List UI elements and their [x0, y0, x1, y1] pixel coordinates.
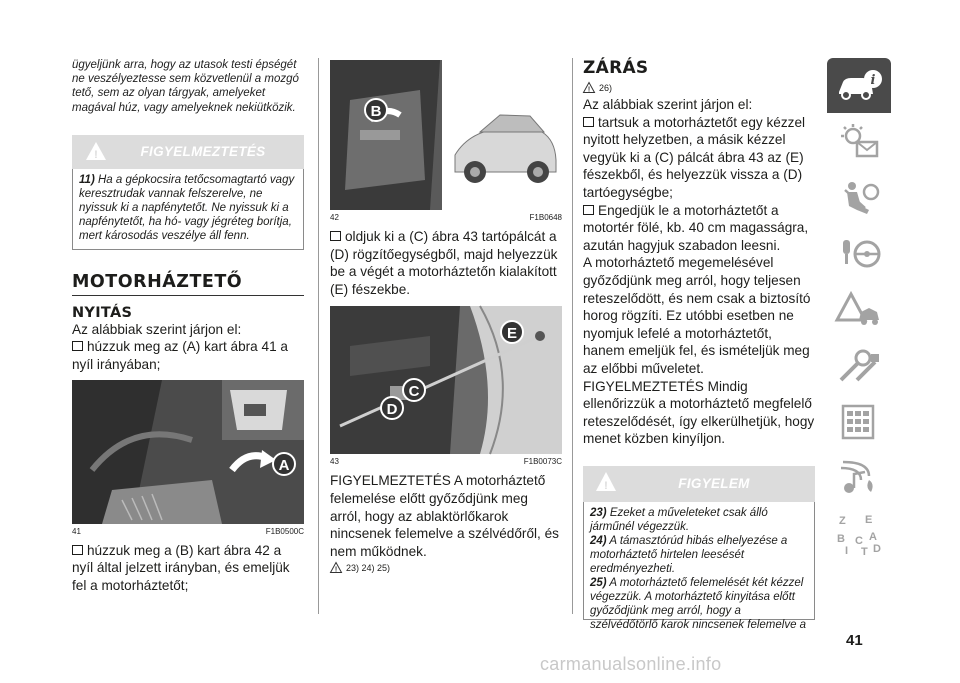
subsection-title: NYITÁS: [72, 304, 133, 321]
figure-code: F1B0073C: [523, 457, 562, 467]
index-letter: E: [865, 513, 873, 526]
warning-car-icon: [84, 140, 108, 167]
lead-text: Az alábbiak szerint járjon el:: [72, 321, 242, 337]
note-number: 11): [79, 173, 95, 186]
index-letter: Z: [839, 514, 846, 527]
tab-maintenance[interactable]: [827, 338, 891, 394]
tab-index[interactable]: [827, 506, 891, 562]
section-title-closing: ZÁRÁS: [583, 58, 649, 78]
column-1: [72, 58, 304, 594]
step-hold-hood: tartsuk a motorháztetőt egy kézzel nyitott helyzetben, a másik kézzel vegyük ki a (C) pálcát ábra 43 az (E) fészekből, és helyezzük vissza a (D) tartóegységbe;: [583, 114, 815, 202]
warning-triangle-icon: [835, 290, 883, 330]
reference-number: 26): [599, 82, 613, 93]
callout-a: A: [272, 452, 296, 476]
figure-code: F1B0648: [529, 213, 562, 222]
car-info-icon: [835, 68, 883, 104]
warning-paragraph: FIGYELMEZTETÉS A motorháztető felemelése előtt győződjünk meg arról, hogy az ablaktörlőkarok nincsenek felemelve a szélvédőről, és nem működnek.: [330, 473, 559, 559]
step-release-rod: oldjuk ki a (C) ábra 43 tartópálcát a (D) rögzítőegységből, majd helyezzük be a végét a motorháztetőn kialakított (E) fészekbe.: [330, 228, 562, 298]
note-number: 23): [590, 506, 607, 519]
dashboard-lights-icon: [835, 122, 883, 162]
page-number: 41: [846, 632, 863, 649]
note-number: 25): [590, 576, 607, 589]
warning-icon: [583, 82, 595, 93]
section-title: MOTORHÁZTETŐ: [72, 272, 304, 296]
figure-41-image: [72, 380, 304, 524]
paragraph-check-latch: A motorháztető megemelésével győződjünk meg arról, hogy teljesen reteszelődött, és nem csak a biztosító horog rögzíti. Ez utóbbi esetben ne nyomjuk lefelé a motorháztetőt, hanem emeljük fel, és ismételjük meg az előbbi műveletet.: [583, 255, 811, 376]
figure-number: 41: [72, 526, 81, 536]
figure-number: 42: [330, 213, 339, 222]
tab-technical-data[interactable]: [827, 394, 891, 450]
intro-text: ügyeljünk arra, hogy az utasok testi épségét ne veszélyeztesse sem közvetlenül a mozgó tető, sem az olyan tárgyak, amelyeket magával húz, vagy amelyeknek nekiütközik.: [72, 59, 299, 114]
index-letter: I: [845, 544, 849, 557]
caution-notes-box: [583, 502, 815, 631]
figure-42-image: [330, 60, 562, 210]
index-letter: T: [861, 545, 868, 558]
step-lower-hood: Engedjük le a motorháztetőt a motortér fölé, kb. 40 cm magasságra, azután hagyjuk szabadon leesni.: [583, 202, 815, 255]
figure-42-caption: [330, 213, 562, 222]
warning-note-box: [72, 169, 304, 250]
warning-banner: [72, 135, 304, 169]
callout-c: C: [402, 378, 426, 402]
figure-43-image: [330, 306, 562, 454]
svg-text:!: !: [94, 148, 98, 161]
index-letter: B: [837, 532, 845, 545]
note-text: A támasztórúd hibás elhelyezése a motorháztető hirtelen leesését eredményezheti.: [590, 534, 788, 575]
figure-43-caption: [330, 457, 562, 466]
note-25: [590, 576, 808, 632]
reference-numbers: 23) 24) 25): [346, 562, 391, 573]
figure-41: [72, 380, 304, 524]
column-2: [330, 60, 562, 573]
note-text: Ha a gépkocsira tetőcsomagtartó vagy keresztrudak vannak felszerelve, ne nyissuk ki a napfénytetőt. Ne nyissuk ki a napfénytetőt, ha hó- vagy jégréteg borítja, mert károsodás veszélye áll fenn.: [79, 173, 295, 242]
tab-safety[interactable]: [827, 170, 891, 226]
starting-driving-icon: [835, 234, 883, 274]
tab-dashboard[interactable]: [827, 114, 891, 170]
watermark: carmanualsonline.info: [540, 654, 722, 674]
note-references: [330, 562, 562, 573]
tab-emergency[interactable]: [827, 282, 891, 338]
warning-icon: [330, 562, 342, 573]
caution-icon: [595, 471, 617, 498]
safety-airbag-icon: [835, 178, 883, 218]
column-divider: [318, 58, 319, 614]
note-text: Ezeket a műveleteket csak álló járműnél végezzük.: [590, 506, 768, 533]
index-icon: [835, 512, 883, 556]
multimedia-icon: [835, 458, 883, 498]
step-pull-lever-b: húzzuk meg a (B) kart ábra 42 a nyíl által jelzett irányban, és emeljük fel a motorháztetőt;: [72, 542, 304, 595]
column-3: [583, 58, 815, 631]
svg-text:i: i: [870, 72, 876, 88]
figure-41-caption: [72, 527, 304, 536]
lead-text: Az alábbiak szerint járjon el:: [583, 97, 753, 112]
index-letter: A: [869, 530, 877, 543]
caution-banner: [583, 466, 815, 502]
note-number: 24): [590, 534, 607, 547]
figure-42: [330, 60, 562, 210]
chapter-sidebar: [827, 58, 891, 562]
index-letter: D: [873, 542, 881, 555]
svg-text:!: !: [587, 86, 591, 94]
note-text: A motorháztető felemelését két kézzel végezzük. A motorháztető kinyitása előtt győződjünk meg arról, hogy a szélvédőtörlő karok nincsenek felemelve a: [590, 576, 807, 631]
callout-e: E: [500, 320, 524, 344]
svg-text:!: !: [604, 479, 608, 492]
paragraph-warning: FIGYELMEZTETÉS Mindig ellenőrizzük a motorháztető megfelelő reteszelődését, így elkerülhetjük, hogy menet közben kinyíljon.: [583, 378, 815, 447]
warning-title: FIGYELMEZTETÉS: [140, 144, 266, 160]
technical-data-icon: [835, 402, 883, 442]
column-divider: [572, 58, 573, 614]
svg-text:!: !: [334, 566, 338, 574]
caution-title: FIGYELEM: [678, 476, 750, 492]
index-letter: C: [855, 534, 863, 547]
figure-43: [330, 306, 562, 454]
tab-vehicle-info[interactable]: [827, 58, 891, 114]
step-pull-lever-a: húzzuk meg az (A) kart ábra 41 a nyíl irányában;: [72, 338, 304, 373]
note-references: [583, 82, 815, 93]
callout-b: B: [364, 98, 388, 122]
tab-driving[interactable]: [827, 226, 891, 282]
note-24: [590, 534, 808, 576]
figure-code: F1B0500C: [265, 526, 304, 536]
tab-multimedia[interactable]: [827, 450, 891, 506]
maintenance-icon: [835, 346, 883, 386]
figure-number: 43: [330, 457, 339, 467]
callout-d: D: [380, 396, 404, 420]
note-23: [590, 506, 808, 534]
